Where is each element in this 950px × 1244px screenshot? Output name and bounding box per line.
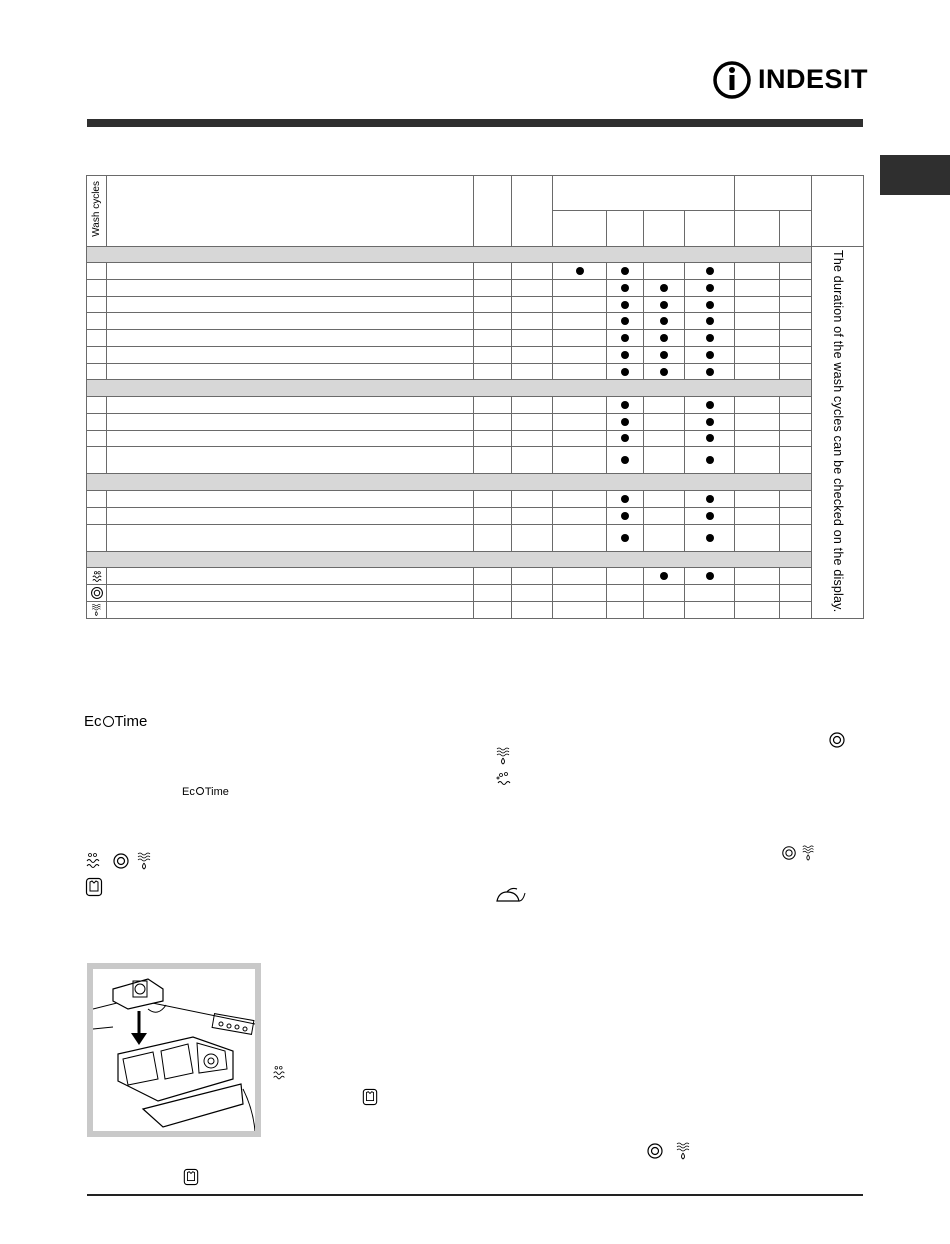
table-cell bbox=[685, 313, 735, 330]
table-cell bbox=[107, 397, 474, 414]
table-cell bbox=[512, 568, 553, 585]
table-cell bbox=[474, 313, 512, 330]
table-cell bbox=[685, 363, 735, 380]
table-cell bbox=[107, 263, 474, 280]
dot-marker bbox=[706, 401, 714, 409]
dot-marker bbox=[621, 512, 629, 520]
table-cell bbox=[474, 330, 512, 347]
section-header-row bbox=[87, 246, 812, 263]
table-cell bbox=[87, 524, 107, 551]
table-cell bbox=[780, 447, 812, 474]
dot-marker bbox=[621, 456, 629, 464]
dot-marker bbox=[660, 334, 668, 342]
indesit-logo bbox=[712, 60, 869, 100]
table-row bbox=[87, 585, 864, 602]
table-cell bbox=[607, 330, 644, 347]
duration-note: The duration of the wash cycles can be checked on the display. bbox=[812, 246, 864, 618]
table-cell bbox=[607, 363, 644, 380]
table-cell bbox=[735, 507, 780, 524]
table-cell bbox=[607, 430, 644, 447]
drain-icon bbox=[801, 844, 817, 862]
table-cell bbox=[780, 397, 812, 414]
table-row bbox=[87, 491, 864, 508]
dot-marker bbox=[706, 284, 714, 292]
table-cell bbox=[607, 585, 644, 602]
table-cell bbox=[512, 313, 553, 330]
table-cell bbox=[780, 296, 812, 313]
table-cell bbox=[107, 524, 474, 551]
section-header-row bbox=[87, 380, 812, 397]
table-cell bbox=[553, 585, 607, 602]
table-cell bbox=[735, 279, 780, 296]
table-cell bbox=[607, 279, 644, 296]
table-cell bbox=[474, 568, 512, 585]
dot-marker bbox=[706, 495, 714, 503]
dot-marker bbox=[706, 512, 714, 520]
dot-marker bbox=[621, 418, 629, 426]
drain-icon bbox=[90, 603, 104, 617]
table-cell bbox=[607, 313, 644, 330]
stain-icon bbox=[362, 1088, 378, 1106]
table-cell bbox=[512, 447, 553, 474]
dot-marker bbox=[621, 401, 629, 409]
table-cell bbox=[780, 279, 812, 296]
table-cell bbox=[735, 430, 780, 447]
detergent-drawer-illustration bbox=[87, 963, 261, 1137]
table-cell bbox=[735, 330, 780, 347]
rinse-icon bbox=[271, 1065, 287, 1083]
dot-marker bbox=[706, 317, 714, 325]
header-cell bbox=[735, 211, 780, 246]
table-cell bbox=[644, 413, 685, 430]
table-cell bbox=[474, 279, 512, 296]
table-cell bbox=[735, 601, 780, 618]
table-cell bbox=[512, 413, 553, 430]
dot-marker bbox=[576, 267, 584, 275]
wash-cycles-header: Wash cycles bbox=[87, 176, 107, 247]
dot-marker bbox=[621, 534, 629, 542]
table-cell bbox=[685, 279, 735, 296]
table-cell bbox=[607, 507, 644, 524]
table-cell bbox=[735, 263, 780, 280]
table-row bbox=[87, 507, 864, 524]
drawer-drawing bbox=[93, 969, 255, 1131]
table-cell bbox=[607, 601, 644, 618]
header-group bbox=[553, 176, 735, 211]
dot-marker bbox=[621, 317, 629, 325]
table-cell bbox=[87, 413, 107, 430]
table-cell bbox=[512, 601, 553, 618]
table-cell bbox=[107, 601, 474, 618]
table-cell bbox=[553, 413, 607, 430]
table-cell bbox=[780, 507, 812, 524]
logo-text: INDESIT bbox=[758, 64, 869, 94]
header-cell bbox=[512, 176, 553, 247]
table-row bbox=[87, 296, 864, 313]
table-cell bbox=[607, 397, 644, 414]
table-cell bbox=[553, 279, 607, 296]
table-row bbox=[87, 363, 864, 380]
table-cell bbox=[735, 585, 780, 602]
dot-marker bbox=[706, 334, 714, 342]
table-cell bbox=[735, 313, 780, 330]
table-cell bbox=[474, 413, 512, 430]
table-cell bbox=[512, 397, 553, 414]
table-cell bbox=[644, 296, 685, 313]
dot-marker bbox=[621, 368, 629, 376]
table-cell bbox=[87, 313, 107, 330]
table-cell bbox=[644, 568, 685, 585]
table-row bbox=[87, 279, 864, 296]
dot-marker bbox=[706, 572, 714, 580]
stain-icon bbox=[183, 1168, 199, 1186]
table-cell bbox=[107, 430, 474, 447]
dot-marker bbox=[621, 301, 629, 309]
table-cell bbox=[685, 413, 735, 430]
table-cell bbox=[512, 279, 553, 296]
table-cell bbox=[107, 296, 474, 313]
header-group bbox=[735, 176, 812, 211]
table-cell bbox=[780, 263, 812, 280]
table-cell bbox=[87, 346, 107, 363]
table-row bbox=[87, 430, 864, 447]
table-cell bbox=[553, 524, 607, 551]
rinse-icon bbox=[90, 570, 104, 584]
table-cell bbox=[780, 363, 812, 380]
table-cell bbox=[87, 585, 107, 602]
table-cell bbox=[474, 397, 512, 414]
table-cell bbox=[685, 397, 735, 414]
table-cell bbox=[553, 568, 607, 585]
table-cell bbox=[685, 263, 735, 280]
dot-marker bbox=[621, 351, 629, 359]
table-cell bbox=[685, 601, 735, 618]
table-cell bbox=[644, 330, 685, 347]
table-cell bbox=[107, 313, 474, 330]
table-row bbox=[87, 601, 864, 618]
table-cell bbox=[553, 296, 607, 313]
dot-marker bbox=[621, 284, 629, 292]
table-cell bbox=[685, 430, 735, 447]
dot-marker bbox=[621, 334, 629, 342]
rinse-icon bbox=[84, 852, 102, 872]
table-cell bbox=[553, 346, 607, 363]
rinse-icon bbox=[495, 770, 513, 790]
table-cell bbox=[107, 568, 474, 585]
table-cell bbox=[553, 330, 607, 347]
table-cell bbox=[474, 263, 512, 280]
spin-icon bbox=[828, 731, 846, 749]
table-cell bbox=[474, 585, 512, 602]
table-cell bbox=[87, 507, 107, 524]
section-header-row bbox=[87, 551, 812, 568]
table-cell bbox=[107, 447, 474, 474]
table-cell bbox=[644, 263, 685, 280]
table-cell bbox=[87, 296, 107, 313]
table-cell bbox=[780, 491, 812, 508]
dot-marker bbox=[706, 534, 714, 542]
table-cell bbox=[685, 524, 735, 551]
table-cell bbox=[107, 585, 474, 602]
drain-icon bbox=[495, 746, 513, 766]
dot-marker bbox=[660, 572, 668, 580]
table-cell bbox=[553, 491, 607, 508]
header-rule bbox=[87, 119, 863, 127]
table-cell bbox=[107, 346, 474, 363]
header-cell bbox=[107, 176, 474, 247]
table-cell bbox=[780, 601, 812, 618]
table-cell bbox=[87, 279, 107, 296]
table-cell bbox=[474, 363, 512, 380]
eco-time-logo: Ec Time bbox=[84, 713, 148, 730]
dot-marker bbox=[660, 301, 668, 309]
table-cell bbox=[87, 568, 107, 585]
table-cell bbox=[607, 263, 644, 280]
drain-icon bbox=[136, 851, 154, 871]
wash-cycles-table bbox=[86, 175, 864, 619]
eco-time-logo-small: Ec Time bbox=[182, 786, 229, 798]
table-cell bbox=[644, 279, 685, 296]
table-cell bbox=[512, 330, 553, 347]
table-cell bbox=[780, 313, 812, 330]
table-cell bbox=[685, 507, 735, 524]
dot-marker bbox=[660, 284, 668, 292]
table-cell bbox=[107, 413, 474, 430]
table-cell bbox=[644, 507, 685, 524]
table-cell bbox=[735, 296, 780, 313]
table-cell bbox=[780, 430, 812, 447]
dot-marker bbox=[706, 434, 714, 442]
table-cell bbox=[607, 346, 644, 363]
table-cell bbox=[780, 330, 812, 347]
table-cell bbox=[644, 313, 685, 330]
table-cell bbox=[644, 363, 685, 380]
table-cell bbox=[780, 346, 812, 363]
table-cell bbox=[607, 447, 644, 474]
table-cell bbox=[685, 296, 735, 313]
table-cell bbox=[474, 601, 512, 618]
header-cell bbox=[553, 211, 607, 246]
drain-icon bbox=[675, 1141, 693, 1161]
table-cell bbox=[87, 330, 107, 347]
iron-icon bbox=[494, 885, 530, 905]
spin-icon bbox=[90, 586, 104, 600]
table-cell bbox=[553, 601, 607, 618]
table-cell bbox=[735, 491, 780, 508]
table-cell bbox=[107, 279, 474, 296]
dot-marker bbox=[706, 351, 714, 359]
table-row bbox=[87, 263, 864, 280]
table-cell bbox=[780, 568, 812, 585]
table-cell bbox=[553, 363, 607, 380]
table-cell bbox=[735, 346, 780, 363]
table-cell bbox=[107, 363, 474, 380]
table-cell bbox=[474, 447, 512, 474]
table-cell bbox=[607, 568, 644, 585]
table-row bbox=[87, 568, 864, 585]
logo-mark-icon bbox=[712, 60, 756, 100]
table-cell bbox=[644, 397, 685, 414]
table-cell bbox=[553, 263, 607, 280]
table-cell bbox=[474, 491, 512, 508]
stain-icon bbox=[85, 877, 103, 897]
table-cell bbox=[607, 524, 644, 551]
header-cell bbox=[812, 176, 864, 247]
table-cell bbox=[644, 346, 685, 363]
dot-marker bbox=[706, 456, 714, 464]
table-cell bbox=[607, 296, 644, 313]
header-cell bbox=[607, 211, 644, 246]
table-cell bbox=[780, 585, 812, 602]
table-cell bbox=[474, 507, 512, 524]
table-row bbox=[87, 447, 864, 474]
table-cell bbox=[512, 296, 553, 313]
footer-rule bbox=[87, 1194, 863, 1196]
header-cell bbox=[644, 211, 685, 246]
table-cell bbox=[107, 330, 474, 347]
table-cell bbox=[553, 397, 607, 414]
header-cell bbox=[474, 176, 512, 247]
dot-marker bbox=[660, 317, 668, 325]
table-cell bbox=[553, 507, 607, 524]
table-cell bbox=[87, 447, 107, 474]
table-cell bbox=[685, 491, 735, 508]
spin-icon bbox=[646, 1142, 664, 1160]
table-cell bbox=[512, 263, 553, 280]
header-cell bbox=[780, 211, 812, 246]
table-cell bbox=[735, 363, 780, 380]
section-tab bbox=[880, 155, 950, 195]
table-cell bbox=[474, 346, 512, 363]
table-cell bbox=[87, 397, 107, 414]
dot-marker bbox=[660, 368, 668, 376]
table-cell bbox=[512, 430, 553, 447]
table-cell bbox=[87, 263, 107, 280]
table-cell bbox=[685, 585, 735, 602]
table-cell bbox=[607, 491, 644, 508]
table-row bbox=[87, 313, 864, 330]
dot-marker bbox=[621, 267, 629, 275]
table-cell bbox=[512, 585, 553, 602]
table-cell bbox=[553, 430, 607, 447]
table-cell bbox=[685, 330, 735, 347]
table-cell bbox=[644, 491, 685, 508]
table-cell bbox=[735, 447, 780, 474]
section-header-row bbox=[87, 474, 812, 491]
table-cell bbox=[87, 363, 107, 380]
table-cell bbox=[780, 524, 812, 551]
dot-marker bbox=[660, 351, 668, 359]
table-cell bbox=[607, 413, 644, 430]
table-cell bbox=[644, 585, 685, 602]
table-cell bbox=[87, 491, 107, 508]
table-cell bbox=[735, 413, 780, 430]
table-row bbox=[87, 524, 864, 551]
table-cell bbox=[512, 507, 553, 524]
table-cell bbox=[512, 346, 553, 363]
table-cell bbox=[87, 430, 107, 447]
table-row bbox=[87, 413, 864, 430]
header-cell bbox=[685, 211, 735, 246]
table-cell bbox=[474, 296, 512, 313]
table-cell bbox=[685, 447, 735, 474]
table-cell bbox=[474, 524, 512, 551]
table-cell bbox=[553, 313, 607, 330]
table-cell bbox=[107, 507, 474, 524]
table-cell bbox=[512, 491, 553, 508]
table-cell bbox=[553, 447, 607, 474]
dot-marker bbox=[706, 301, 714, 309]
spin-icon bbox=[781, 845, 797, 861]
table-cell bbox=[685, 346, 735, 363]
table-cell bbox=[644, 601, 685, 618]
table-cell bbox=[512, 524, 553, 551]
dot-marker bbox=[706, 368, 714, 376]
table-row bbox=[87, 397, 864, 414]
table-row bbox=[87, 330, 864, 347]
table-cell bbox=[735, 524, 780, 551]
dot-marker bbox=[621, 495, 629, 503]
table-cell bbox=[735, 568, 780, 585]
dot-marker bbox=[706, 418, 714, 426]
table-cell bbox=[735, 397, 780, 414]
dot-marker bbox=[706, 267, 714, 275]
table-cell bbox=[512, 363, 553, 380]
table-cell bbox=[644, 430, 685, 447]
table-cell bbox=[87, 601, 107, 618]
table-cell bbox=[107, 491, 474, 508]
table-cell bbox=[474, 430, 512, 447]
table-cell bbox=[644, 524, 685, 551]
table-row bbox=[87, 346, 864, 363]
table-cell bbox=[780, 413, 812, 430]
dot-marker bbox=[621, 434, 629, 442]
spin-icon bbox=[112, 852, 130, 870]
table-cell bbox=[685, 568, 735, 585]
table-cell bbox=[644, 447, 685, 474]
